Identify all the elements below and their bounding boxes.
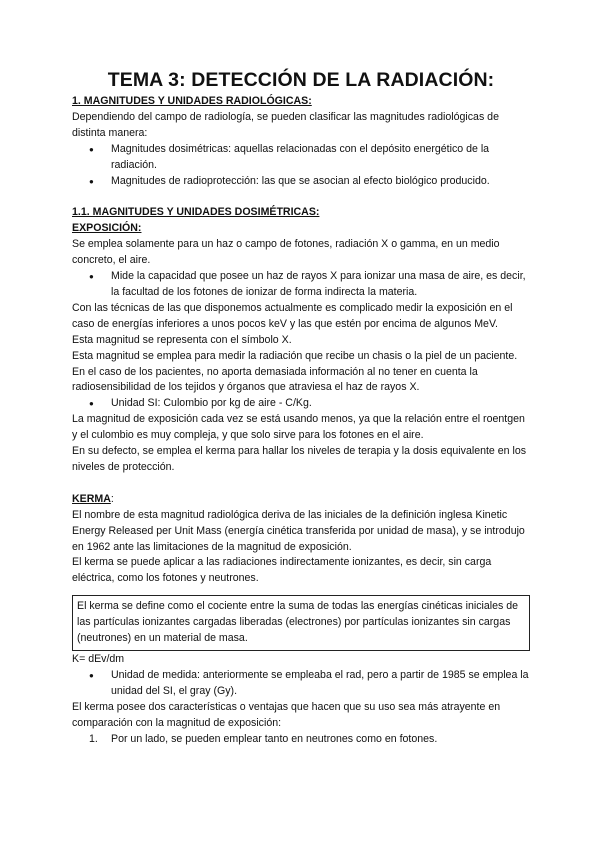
list-item: ● Mide la capacidad que posee un haz de rayos X para ionizar una masa de aire, es decir, la facultad de los fotones de ionizar de forma indirecta la materia. bbox=[72, 269, 530, 301]
list-item: ● Magnitudes de radioprotección: las que se asocian al efecto biológico producido. bbox=[72, 174, 530, 190]
bullet-list bbox=[72, 396, 530, 412]
paragraph: El kerma se puede aplicar a las radiaciones indirectamente ionizantes, es decir, sin carga eléctrica, como los fotones y neutrones. bbox=[72, 556, 492, 585]
bullet-list bbox=[72, 668, 530, 700]
paragraph: Se emplea solamente para un haz o campo de fotones, radiación X o gamma, en un medio concreto, el aire. bbox=[72, 238, 500, 267]
section-heading-dosimetricas: 1.1. MAGNITUDES Y UNIDADES DOSIMÉTRICAS: bbox=[72, 206, 320, 219]
paragraph: El nombre de esta magnitud radiológica deriva de las iniciales de la definición inglesa Kinetic Energy Released per Unit Mass (energía cinética transferida por unidad de masa), y se introdujo en 1962 ante las limitaciones de la magnitud de exposición. bbox=[72, 508, 525, 553]
kerma-heading-line bbox=[72, 492, 530, 508]
paragraph: Esta magnitud se emplea para medir la radiación que recibe un chasis o la piel de un paciente. bbox=[72, 349, 518, 362]
bullet-list bbox=[72, 269, 530, 301]
paragraph: En el caso de los pacientes, no aporta demasiada información al no tener en cuenta la radiosensibilidad de los tejidos y órganos que atraviesa el haz de rayos X. bbox=[72, 365, 478, 394]
formula: K= dEv/dm bbox=[72, 653, 125, 665]
paragraph: Esta magnitud se representa con el símbolo X. bbox=[72, 333, 292, 346]
list-item: ● Unidad de medida: anteriormente se empleaba el rad, pero a partir de 1985 se emplea la unidad del SI, el gray (Gy). bbox=[72, 668, 530, 700]
numbered-list bbox=[72, 732, 530, 748]
heading-colon: : bbox=[110, 492, 114, 505]
page-title: TEMA 3: DETECCIÓN DE LA RADIACIÓN: bbox=[107, 69, 495, 91]
paragraph: Dependiendo del campo de radiología, se pueden clasificar las magnitudes radiológicas de distinta manera: bbox=[72, 110, 499, 139]
list-item: ● Magnitudes dosimétricas: aquellas relacionadas con el depósito energético de la radiación. bbox=[72, 142, 530, 174]
section-heading-magnitudes: 1. MAGNITUDES Y UNIDADES RADIOLÓGICAS: bbox=[72, 95, 312, 107]
numbered-list-item bbox=[72, 732, 530, 748]
document-page bbox=[72, 68, 530, 747]
paragraph: En su defecto, se emplea el kerma para hallar los niveles de terapia y la dosis equivalente en los niveles de protección. bbox=[72, 445, 527, 473]
definition-box: El kerma se define como el cociente entre la suma de todas las energías cinéticas iniciales de las partículas ionizantes cargadas liberadas (electrones) por partículas ionizantes sin cargas (neutrones) en un material de masa. bbox=[72, 595, 530, 651]
subsection-heading-kerma: KERMA bbox=[72, 492, 111, 505]
paragraph: Con las técnicas de las que disponemos actualmente es complicado medir la exposición en el caso de energías inferiores a unos pocos keV y las que estén por encima de algunos MeV. bbox=[72, 301, 513, 330]
list-number: 1. bbox=[89, 732, 98, 745]
subsection-heading-exposicion: EXPOSICIÓN: bbox=[72, 222, 142, 235]
bullet-list bbox=[72, 142, 530, 190]
paragraph: La magnitud de exposición cada vez se está usando menos, ya que la relación entre el roentgen y el culombio es muy compleja, y que solo sirve para los fotones en el aire. bbox=[72, 413, 525, 442]
paragraph: El kerma posee dos características o ventajas que hacen que su uso sea más atrayente en comparación con la magnitud de exposición: bbox=[72, 700, 501, 729]
list-item: ● Unidad SI: Culombio por kg de aire - C/Kg. bbox=[72, 396, 530, 412]
list-item-text: Por un lado, se pueden emplear tanto en neutrones como en fotones. bbox=[111, 732, 438, 745]
